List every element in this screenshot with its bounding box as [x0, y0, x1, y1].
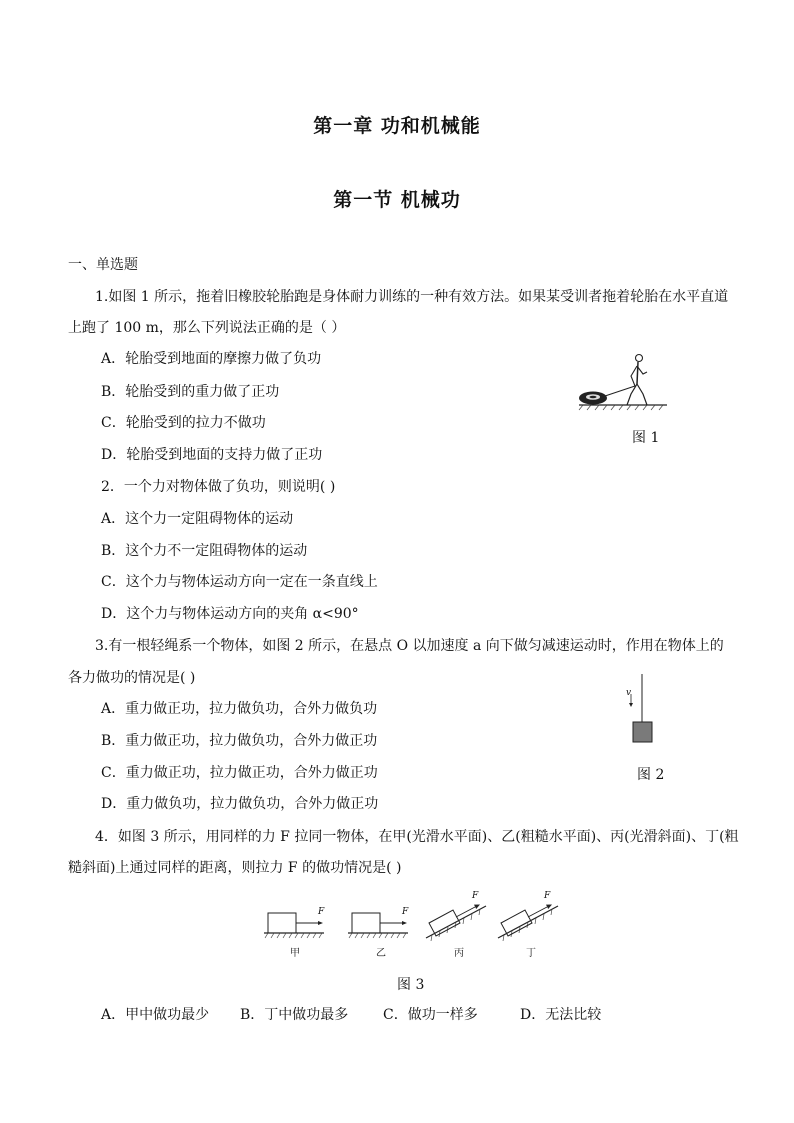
figure-3-jia-force-label: F [318, 907, 325, 917]
q1-option-d: D．轮胎受到地面的支持力做了正功 [101, 447, 323, 463]
q3-option-c: C．重力做正功，拉力做正功，合外力做正功 [101, 765, 378, 781]
q3-option-b: B．重力做正功，拉力做负功，合外力做正功 [101, 733, 378, 749]
figure-3-bing [420, 890, 490, 942]
q2-option-a: A．这个力一定阻碍物体的运动 [101, 511, 294, 527]
q2-option-c: C．这个力与物体运动方向一定在一条直线上 [101, 574, 378, 590]
q3-stem-line2: 各力做功的情况是( ) [68, 670, 196, 686]
q4-option-b: B．丁中做功最多 [240, 1007, 349, 1023]
q1-option-c: C．轮胎受到的拉力不做功 [101, 415, 266, 431]
q2-stem: 2．一个力对物体做了负功，则说明( ) [101, 479, 336, 495]
figure-2-caption: 图 2 [637, 767, 665, 783]
figure-1-caption: 图 1 [632, 430, 660, 446]
q3-stem-line1: 3.有一根轻绳系一个物体，如图 2 所示，在悬点 O 以加速度 a 向下做匀减速运动时，作用在物体上的 [95, 638, 724, 654]
figure-3-label-jia: 甲 [290, 948, 300, 959]
figure-3-label-yi: 乙 [376, 948, 386, 959]
q1-option-b: B．轮胎受到的重力做了正功 [101, 384, 280, 400]
q4-option-d: D．无法比较 [520, 1007, 602, 1023]
q4-stem-line2: 糙斜面)上通过同样的距离，则拉力 F 的做功情况是( ) [68, 860, 402, 876]
chapter-title: 第一章 功和机械能 [313, 115, 481, 137]
figure-3-bing-force-label: F [472, 891, 479, 901]
figure-3-yi-force-label: F [402, 907, 409, 917]
q1-stem-line2: 上跑了 100 m，那么下列说法正确的是（ ） [68, 320, 346, 336]
q1-option-a: A．轮胎受到地面的摩擦力做了负功 [101, 351, 322, 367]
q1-stem-line1: 1.如图 1 所示，拖着旧橡胶轮胎跑是身体耐力训练的一种有效方法。如果某受训者拖着轮胎在水平直道 [95, 289, 729, 305]
q2-option-b: B．这个力不一定阻碍物体的运动 [101, 543, 308, 559]
part-heading: 一、单选题 [68, 257, 138, 273]
figure-3-ding [492, 890, 562, 942]
q3-option-a: A．重力做正功，拉力做负功，合外力做负功 [101, 701, 378, 717]
figure-3-caption: 图 3 [397, 977, 425, 993]
q4-stem-line1: 4．如图 3 所示，用同样的力 F 拉同一物体，在甲(光滑水平面)、乙(粗糙水平面)、丙(光滑斜面)、丁(粗 [95, 829, 739, 845]
figure-3-ding-force-label: F [544, 891, 551, 901]
q3-option-d: D．重力做负功，拉力做负功，合外力做正功 [101, 796, 379, 812]
figure-3-label-ding: 丁 [526, 948, 536, 959]
q4-option-c: C．做功一样多 [383, 1007, 478, 1023]
figure-2-hanging-block [620, 672, 660, 747]
figure-3-label-bing: 丙 [454, 948, 464, 959]
q4-option-a: A．甲中做功最少 [101, 1007, 210, 1023]
figure-2-v-label: v [626, 688, 632, 698]
section-title: 第一节 机械功 [333, 189, 461, 211]
figure-1-runner-tire [575, 352, 675, 412]
q2-option-d: D．这个力与物体运动方向的夹角 α<90° [101, 606, 359, 622]
